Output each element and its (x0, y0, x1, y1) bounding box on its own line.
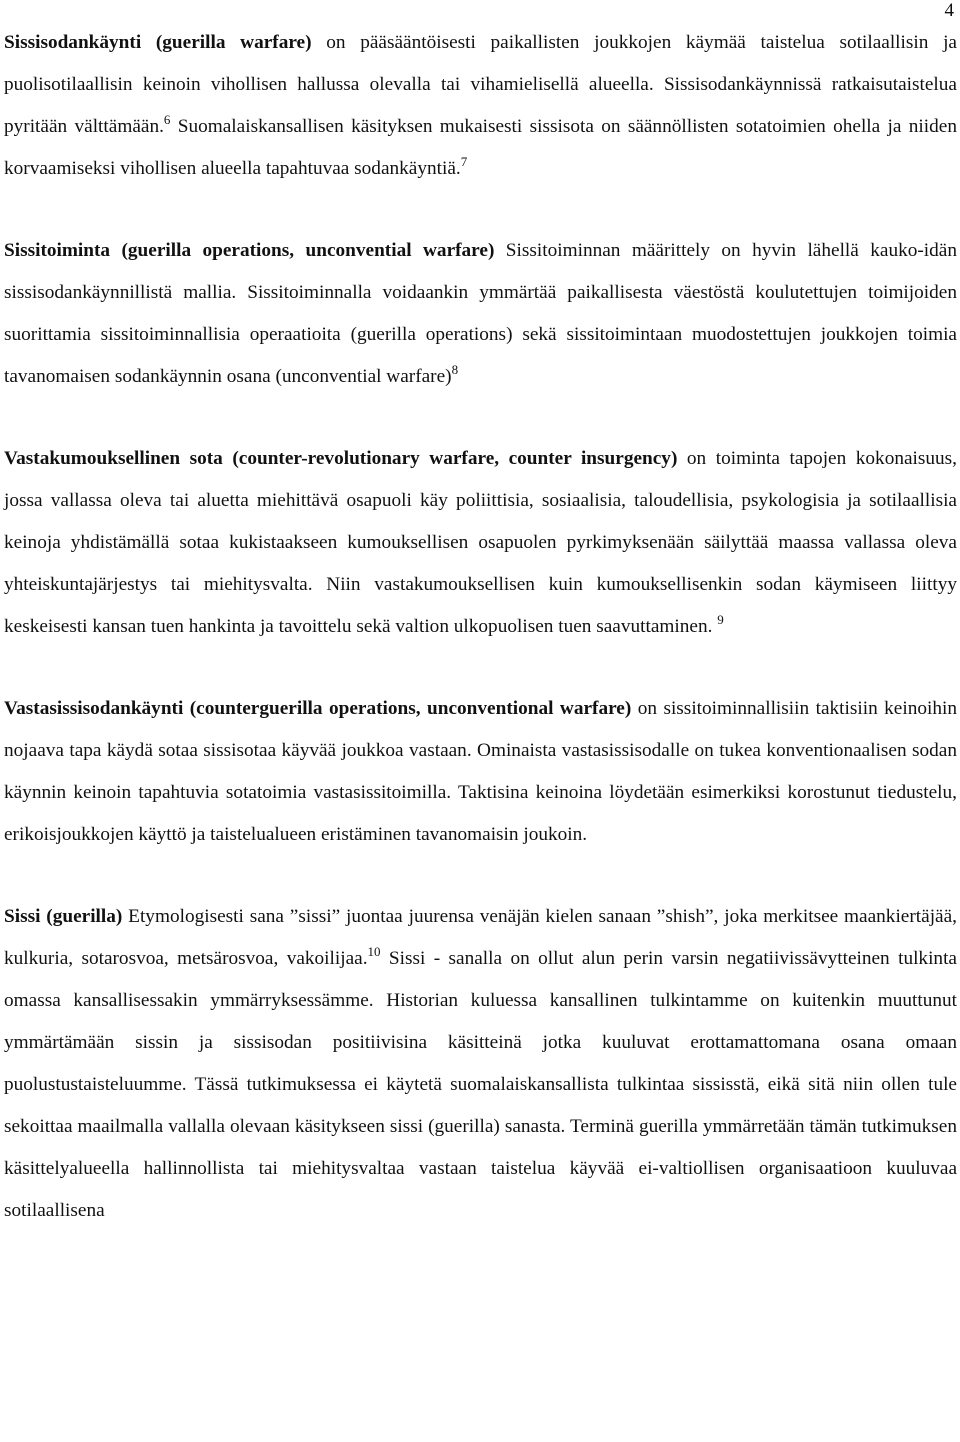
term-heading: Sissi (guerilla) (4, 906, 123, 927)
term-heading: Vastakumouksellinen sota (counter-revolutionary warfare, counter insurgency) (4, 448, 678, 469)
document-body (4, 22, 957, 1272)
paragraph-text: Sissitoiminnan määrittely on hyvin lähellä kauko-idän sissisodankäynnillistä mallia. Sissitoiminnalla voidaankin ymmärtää paikallisesta väestöstä koulutettujen toimijoiden suorittamia sissitoiminnallisia operaatioita (guerilla operations) sekä sissitoimintaan muodostettujen joukkojen toimia tavanomaisen sodankäynnin osana (unconvential warfare) (4, 240, 957, 387)
term-heading: Sissisodankäynti (guerilla warfare) (4, 32, 312, 53)
footnote-marker: 8 (451, 362, 459, 377)
paragraph-sissitoiminta (4, 230, 957, 398)
footnote-marker: 10 (367, 944, 381, 959)
paragraph-text: on pääsääntöisesti paikallisten joukkojen käymää taistelua sotilaallisin ja puolisotilaallisin keinoin vihollisen hallussa olevalla tai vihamielisellä alueella. Sissisodankäynnissä ratkaisutaistelua pyritään välttämään. (4, 32, 957, 137)
paragraph-text: on toiminta tapojen kokonaisuus, jossa vallassa oleva tai aluetta miehittävä osapuoli käy poliittisia, sosiaalisia, taloudellisia, psykologisia ja sotilaallisia keinoja yhdistämällä sotaa kukistaakseen kumouksellisen osapuolen pyrkimyksenään säilyttää maassa vallassa oleva yhteiskuntajärjestys tai miehitysvalta. Niin vastakumouksellisen kuin kumouksellisenkin sodan käymiseen liittyy keskeisesti kansan tuen hankinta ja tavoittelu sekä valtion ulkopuolisen tuen saavuttaminen. (4, 448, 958, 637)
footnote-marker: 6 (163, 112, 171, 127)
paragraph-text: on sissitoiminnallisiin taktisiin keinoihin nojaava tapa käydä sotaa sissisotaa käyvää joukkoa vastaan. Ominaista vastasissisodalle on tukea konventionaalisen sodan käynnin keinoin tapahtuvia sotatoimia vastasissitoimilla. Taktisina keinoina löydetään esimerkiksi korostunut tiedustelu, erikoisjoukkojen käyttö ja taistelualueen eristäminen tavanomaisin joukoin. (4, 698, 957, 845)
paragraph-vastasissisodankaynti (4, 688, 957, 856)
paragraph-sissi (4, 896, 957, 1232)
term-heading: Sissitoiminta (guerilla operations, unconvential warfare) (4, 240, 495, 261)
term-heading: Vastasissisodankäynti (counterguerilla operations, unconventional warfare) (4, 698, 632, 719)
page-number: 4 (944, 0, 954, 21)
footnote-marker: 9 (717, 612, 724, 627)
paragraph-text: Sissi - sanalla on ollut alun perin varsin negatiivissävytteinen tulkinta omassa kansallisessakin ymmärryksessämme. Historian kuluessa kansallinen tulkintamme on kuitenkin muuttunut ymmärtämään sissin ja sissisodan positiivisina käsitteinä jotka kuuluvat erottamattomana osana omaan puolustustaisteluumme. Tässä tutkimuksessa ei käytetä suomalaiskansallista tulkintaa sississtä, eikä sitä niin ollen tule sekoittaa maailmalla vallalla olevaan käsitykseen sissi (guerilla) sanasta. Terminä guerilla ymmärretään tämän tutkimuksen käsittelyalueella hallinnollista tai miehitysvaltaa vastaan taistelua käyvää ei-valtiollisen organisaatioon kuuluvaa sotilaallisena (4, 948, 957, 1221)
paragraph-text: Suomalaiskansallisen käsityksen mukaisesti sissisota on säännöllisten sotatoimien ohella ja niiden korvaamiseksi vihollisen alueella tapahtuvaa sodankäyntiä. (4, 116, 957, 179)
paragraph-text: Etymologisesti sana ”sissi” juontaa juurensa venäjän kielen sanaan ”shish”, joka merkitsee maankiertäjää, kulkuria, sotarosvoa, metsärosvoa, vakoilijaa. (4, 906, 957, 969)
paragraph-sissisodankaynti (4, 22, 957, 190)
paragraph-vastakumouksellinen-sota (4, 438, 957, 648)
footnote-marker: 7 (460, 154, 468, 169)
